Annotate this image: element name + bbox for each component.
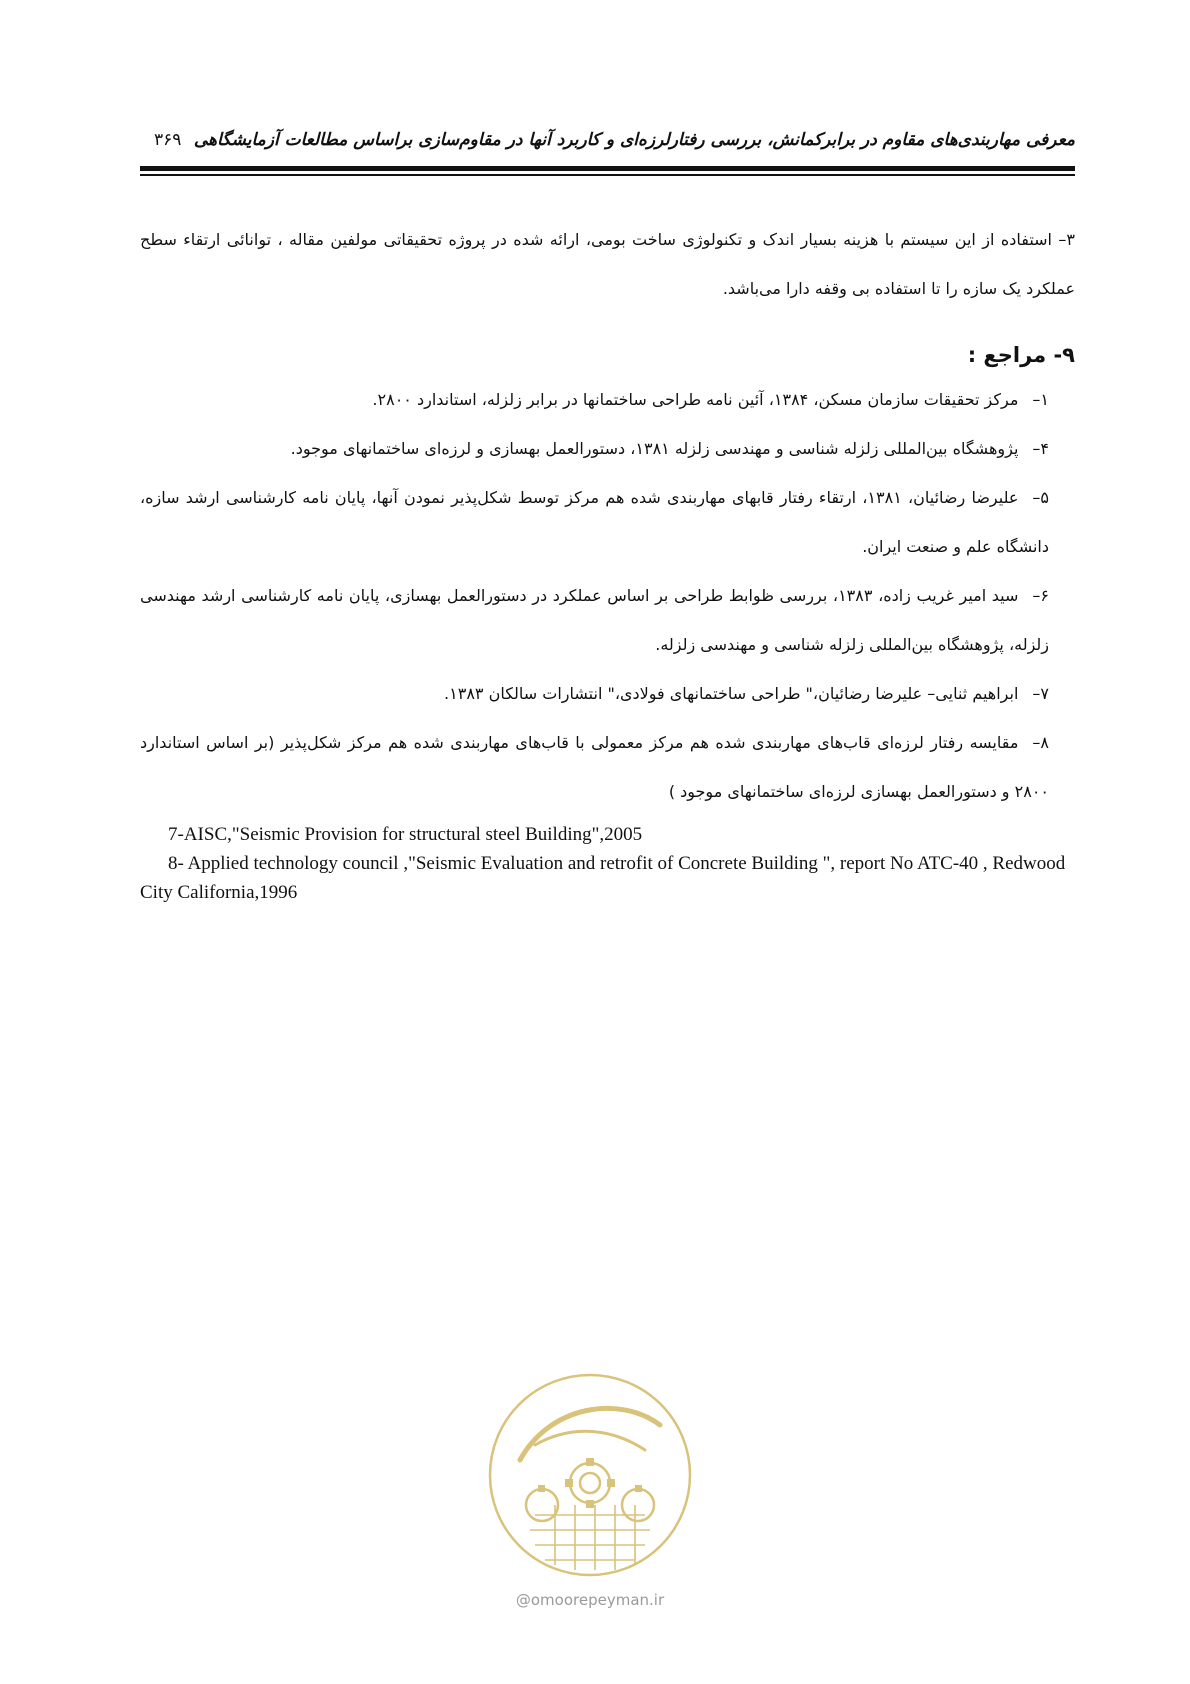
reference-text: علیرضا رضائیان، ۱۳۸۱، ارتقاء رفتار قابهای مهاربندی شده هم مرکز توسط شکل‌پذیر نمودن آنها، پایان نامه کارشناسی ارشد سازه، دانشگاه علم و صنعت ایران. <box>140 488 1049 556</box>
reference-number: ۸– <box>1032 733 1049 752</box>
intro-paragraph: ۳– استفاده از این سیستم با هزینه بسیار اندک و تکنولوژی ساخت بومی، ارائه شده در پروژه تحقیقاتی مولفین مقاله ، توانائی ارتقاء سطح عملکرد یک سازه را تا استفاده بی وقفه دارا می‌باشد. <box>140 230 1075 298</box>
reference-item <box>140 718 1075 816</box>
references-heading: ۹- مراجع : <box>967 343 1075 367</box>
reference-item <box>140 424 1075 473</box>
header-rule-thin <box>140 174 1075 176</box>
page-header <box>140 128 1075 158</box>
reference-item <box>140 571 1075 669</box>
reference-number: ۵– <box>1032 488 1049 507</box>
english-reference: 8- Applied technology council ,"Seismic Evaluation and retrofit of Concrete Building ", report No ATC-40 , Redwood City California,1996 <box>140 853 1066 903</box>
page-body <box>140 215 1075 907</box>
reference-number: ۷– <box>1032 684 1049 703</box>
page-number: ۳۶۹ <box>154 130 182 150</box>
english-reference: 7-AISC,"Seismic Provision for structural steel Building",2005 <box>168 824 643 845</box>
reference-text: مقایسه رفتار لرزه‌ای قاب‌های مهاربندی شده هم مرکز معمولی با قاب‌های مهاربندی شده هم مرکز شکل‌پذیر (بر اساس استاندارد ۲۸۰۰ و دستورالعمل بهسازی لرزه‌ای ساختمانهای موجود ) <box>140 733 1049 801</box>
watermark <box>480 1365 700 1615</box>
running-title: معرفی مهاربندی‌های مقاوم در برابرکمانش، بررسی رفتارلرزه‌ای و کاربرد آنها در مقاوم‌سازی براساس مطالعات آزمایشگاهی <box>193 130 1075 150</box>
reference-text: مرکز تحقیقات سازمان مسکن، ۱۳۸۴، آئین نامه طراحی ساختمانها در برابر زلزله، استاندارد ۲۸۰۰. <box>372 390 1019 409</box>
reference-text: ابراهیم ثنایی– علیرضا رضائیان،" طراحی ساختمانهای فولادی،" انتشارات سالکان ۱۳۸۳. <box>444 684 1019 703</box>
watermark-caption: @omoorepeyman.ir <box>515 1591 665 1609</box>
reference-text: پژوهشگاه بین‌المللی زلزله شناسی و مهندسی زلزله ۱۳۸۱، دستورالعمل بهسازی و لرزه‌ای ساختمانهای موجود. <box>290 439 1019 458</box>
reference-number: ۴– <box>1032 439 1049 458</box>
reference-item <box>140 375 1075 424</box>
header-rule-thick <box>140 166 1075 171</box>
reference-item <box>140 473 1075 571</box>
reference-text: سید امیر غریب زاده، ۱۳۸۳، بررسی ظوابط طراحی بر اساس عملکرد در دستورالعمل بهسازی، پایان نامه کارشناسی ارشد مهندسی زلزله، پژوهشگاه بین‌المللی زلزله شناسی و مهندسی زلزله. <box>140 586 1049 654</box>
reference-item <box>140 669 1075 718</box>
reference-number: ۱– <box>1032 390 1049 409</box>
references-list <box>140 375 1075 816</box>
watermark-logo-icon <box>480 1365 700 1585</box>
reference-number: ۶– <box>1032 586 1050 605</box>
